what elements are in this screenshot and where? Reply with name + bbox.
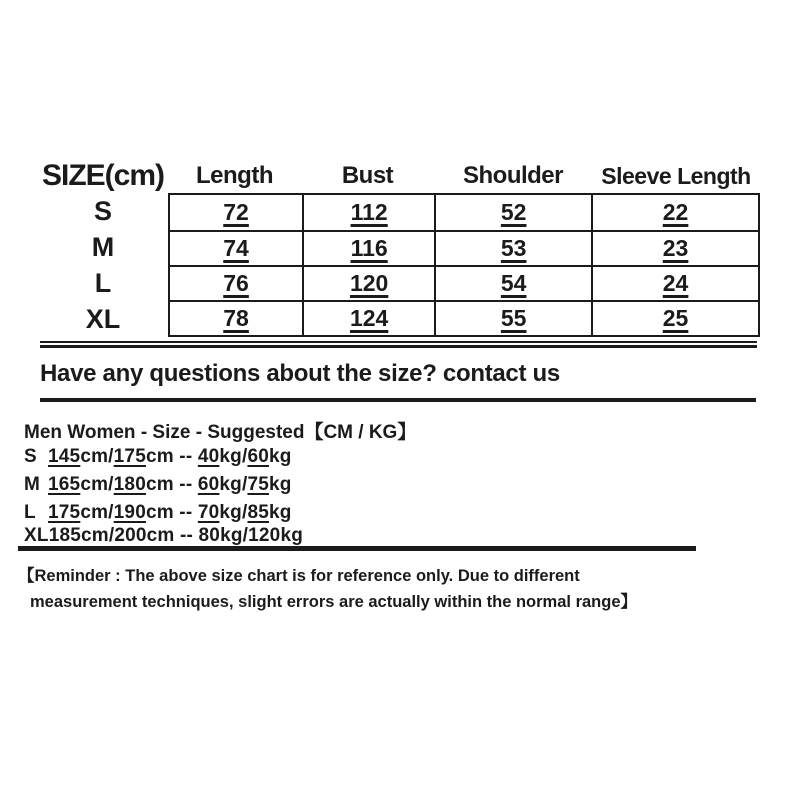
column-header-bust: Bust [341, 162, 394, 189]
suggestion-measurements: 185cm/200cm -- 80kg/120kg [48, 525, 304, 546]
size-cell: 24 [591, 265, 758, 300]
size-cell: 78 [170, 300, 302, 335]
suggestion-measurements: 165cm/180cm -- 60kg/75kg [48, 474, 292, 495]
size-row-labels [36, 193, 170, 337]
size-cell: 54 [434, 265, 591, 300]
size-measurement-table [168, 193, 760, 337]
size-cell: 53 [434, 230, 591, 265]
suggestion-size-label: XL [24, 525, 49, 546]
suggestion-row-m [24, 473, 292, 497]
suggestion-row-s [24, 445, 292, 469]
suggestion-size-label: S [24, 446, 37, 467]
row-label-l: L [94, 267, 112, 298]
reminder-line-1: 【Reminder : The above size chart is for reference only. Due to different [18, 567, 580, 585]
suggestion-row-l [24, 501, 292, 525]
column-header-sleeve-length: Sleeve Length [601, 162, 751, 189]
size-cell: 124 [302, 300, 434, 335]
size-cell: 120 [302, 265, 434, 300]
row-label-xl: XL [85, 303, 121, 334]
size-cell: 22 [591, 195, 758, 230]
double-rule-separator [40, 341, 757, 348]
size-cell: 23 [591, 230, 758, 265]
size-cell: 74 [170, 230, 302, 265]
size-cell: 52 [434, 195, 591, 230]
suggestion-size-label: L [24, 502, 36, 523]
size-cell: 72 [223, 199, 249, 225]
size-chart-title: SIZE(cm) [41, 159, 165, 192]
bottom-rule-separator [18, 546, 696, 551]
row-label-m: M [91, 231, 115, 262]
column-header-length: Length [196, 162, 273, 189]
row-label-s: S [93, 195, 112, 226]
size-cell: 116 [302, 230, 434, 265]
suggestion-measurements: 145cm/175cm -- 40kg/60kg [48, 446, 292, 467]
reminder-line-2: measurement techniques, slight errors are actually within the normal range】 [30, 593, 638, 611]
suggestion-measurements: 175cm/190cm -- 70kg/85kg [48, 502, 292, 523]
contact-heading: Have any questions about the size? contact us [40, 360, 560, 387]
suggestion-size-label: M [24, 474, 41, 495]
suggested-size-heading: Men Women - Size - Suggested【CM / KG】 [24, 422, 417, 443]
size-cell: 112 [302, 195, 434, 230]
size-cell: 76 [170, 265, 302, 300]
size-cell: 55 [434, 300, 591, 335]
rule-separator [40, 398, 756, 402]
suggestion-row-xl [24, 524, 303, 548]
size-cell: 25 [591, 300, 758, 335]
column-header-shoulder: Shoulder [462, 162, 563, 189]
